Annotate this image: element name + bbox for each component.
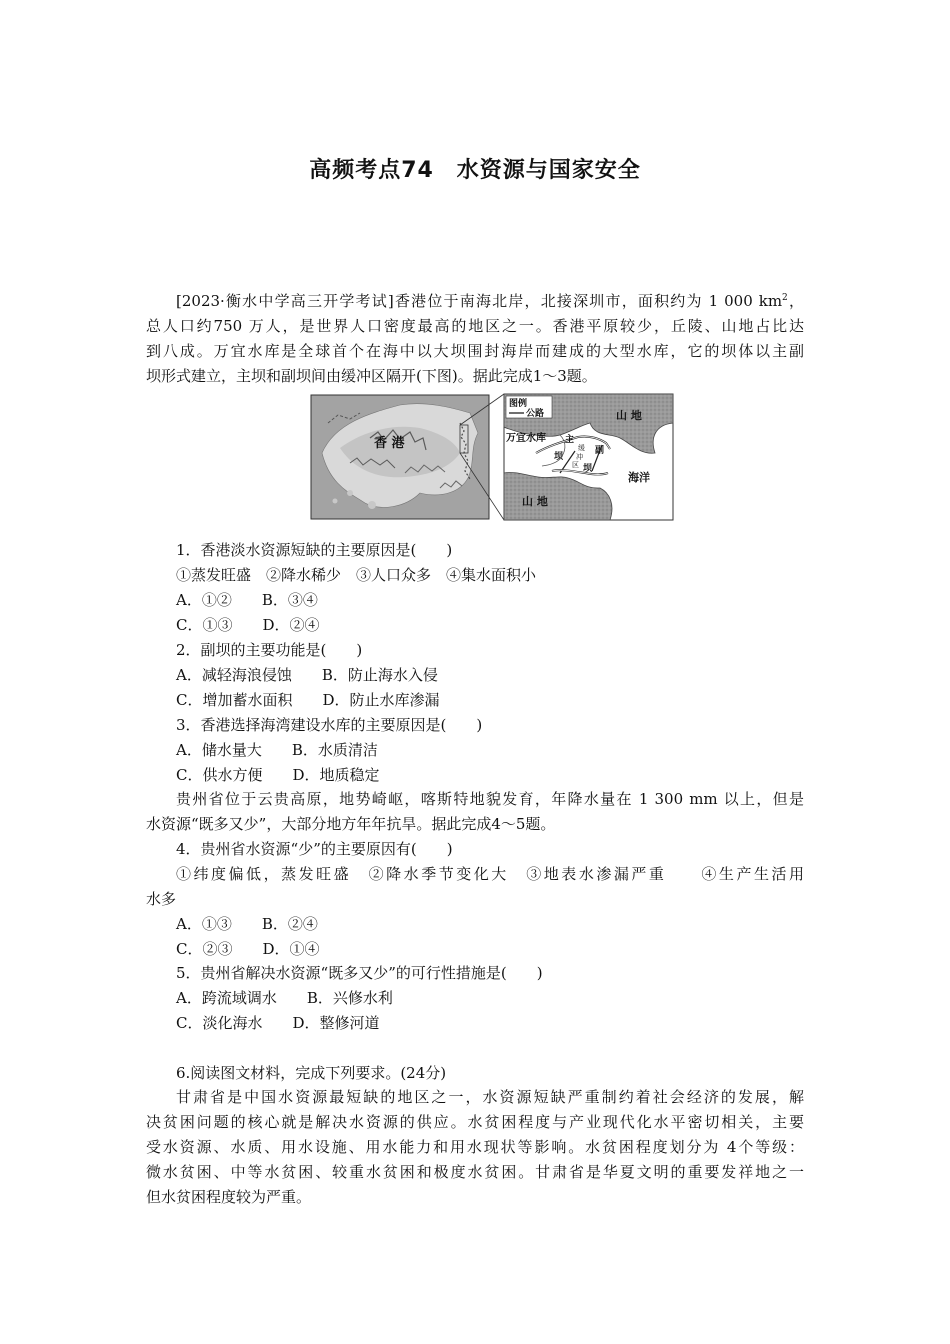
question-3: 3．香港选择海湾建设水库的主要原因是( ) — [176, 716, 483, 734]
hong-kong-map-figure — [310, 393, 674, 521]
sub-dam-label-2: 坝 — [583, 464, 593, 474]
question-5-options-cd: C．淡化海水 D．整修河道 — [176, 1014, 380, 1032]
intro-line-2: 总人口约750 万人，是世界人口密度最高的地区之一。香港平原较少，丘陵、山地占比达 — [146, 317, 804, 335]
buffer-zone-label-3: 区 — [572, 461, 579, 469]
question-4-options-ab: A．①③ B．②④ — [176, 915, 318, 933]
question-4-options-cd: C．②③ D．①④ — [176, 940, 320, 958]
intro-line-3: 到八成。万宜水库是全球首个在海中以大坝围封海岸而建成的大型水库，它的坝体以主副 — [146, 342, 804, 360]
question-2: 2．副坝的主要功能是( ) — [176, 641, 363, 659]
intro-line-4: 坝形式建立，主坝和副坝间由缓冲区隔开(下图)。据此完成1～3题。 — [146, 367, 597, 385]
buffer-zone-label-1: 缓 — [578, 444, 585, 452]
question-6: 6.阅读图文材料，完成下列要求。(24分) — [176, 1064, 447, 1082]
question-2-options-ab: A．减轻海浪侵蚀 B．防止海水入侵 — [176, 666, 438, 684]
gansu-line-3: 受水资源、水质、用水设施、用水能力和用水现状等影响。水贫困程度划分为 4个等级： — [146, 1138, 804, 1156]
question-4-items-cont: 水多 — [146, 890, 177, 908]
hong-kong-label: 香 港 — [374, 436, 405, 451]
legend-road-label: 公路 — [526, 409, 545, 419]
reservoir-inset-map — [504, 394, 673, 520]
sub-dam-label-1: 副 — [595, 446, 605, 456]
mountain-label-top: 山 地 — [616, 409, 642, 422]
legend-title: 图例 — [509, 399, 528, 409]
question-4-items: ①纬度偏低，蒸发旺盛 ②降水季节变化大 ③地表水渗漏严重 ④生产生活用 — [176, 865, 804, 883]
question-1-items: ①蒸发旺盛 ②降水稀少 ③人口众多 ④集水面积小 — [176, 566, 537, 584]
main-dam-label-2: 坝 — [554, 452, 564, 462]
mountain-label-bottom: 山 地 — [522, 495, 548, 508]
question-2-options-cd: C．增加蓄水面积 D．防止水库渗漏 — [176, 691, 440, 709]
question-1-options-cd: C．①③ D．②④ — [176, 616, 320, 634]
reservoir-label: 万宜水库 — [506, 433, 546, 444]
page-title: 高频考点74 水资源与国家安全 — [309, 158, 641, 183]
question-1: 1．香港淡水资源短缺的主要原因是( ) — [176, 541, 453, 559]
question-5: 5．贵州省解决水资源“既多又少”的可行性措施是( ) — [176, 964, 543, 982]
intro-line-1: [2023·衡水中学高三开学考试]香港位于南海北岸，北接深圳市，面积约为 1 000 $km^2$， — [176, 292, 804, 310]
gansu-line-1: 甘肃省是中国水资源最短缺的地区之一，水资源短缺严重制约着社会经济的发展，解 — [176, 1088, 804, 1106]
gansu-line-2: 决贫困问题的核心就是解决水资源的供应。水贫困程度与产业现代化水平密切相关，主要 — [146, 1113, 804, 1131]
buffer-zone-label-2: 冲 — [576, 453, 583, 461]
gansu-line-4: 微水贫困、中等水贫困、较重水贫困和极度水贫困。甘肃省是华夏文明的重要发祥地之一 — [146, 1163, 804, 1181]
question-5-options-ab: A．跨流域调水 B．兴修水利 — [176, 989, 393, 1007]
guizhou-line-1: 贵州省位于云贵高原，地势崎岖，喀斯特地貌发育，年降水量在 1 300 mm 以上，但是 — [176, 790, 804, 808]
ocean-label: 海洋 — [628, 471, 650, 484]
gansu-line-5: 但水贫困程度较为严重。 — [146, 1188, 312, 1206]
main-dam-label-1: 主 — [565, 435, 575, 445]
question-4: 4．贵州省水资源“少”的主要原因有( ) — [176, 840, 453, 858]
question-3-options-ab: A．储水量大 B．水质清洁 — [176, 741, 378, 759]
question-3-options-cd: C．供水方便 D．地质稳定 — [176, 766, 380, 784]
question-1-options-ab: A．①② B．③④ — [176, 591, 318, 609]
guizhou-line-2: 水资源“既多又少”，大部分地方年年抗旱。据此完成4～5题。 — [146, 815, 556, 833]
